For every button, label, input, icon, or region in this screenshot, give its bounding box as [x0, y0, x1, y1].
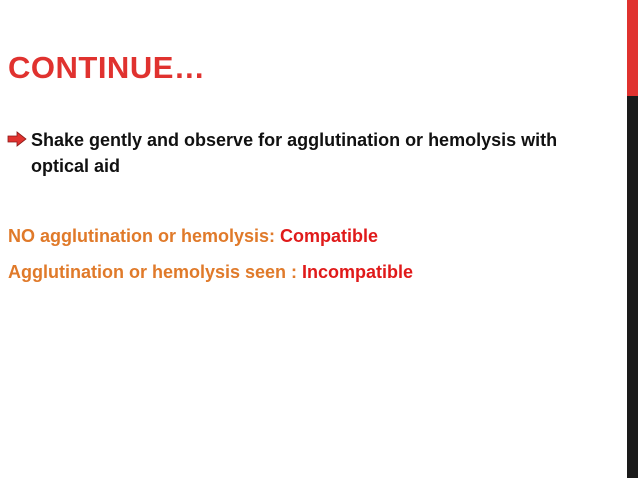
result-label: Agglutination or hemolysis seen :	[8, 262, 303, 282]
accent-edge-bar-red	[627, 0, 638, 96]
bullet-text: Shake gently and observe for agglutination or hemolysis with optical aid	[31, 130, 558, 176]
result-line-incompatible	[8, 262, 413, 283]
result-outcome: Incompatible	[302, 262, 414, 282]
result-outcome: Compatible	[280, 226, 379, 246]
result-line-compatible	[8, 226, 378, 247]
accent-edge-bar-dark	[627, 96, 638, 478]
bullet-item	[7, 127, 607, 179]
result-label: NO agglutination or hemolysis:	[8, 226, 281, 246]
arrow-right-icon	[7, 131, 27, 147]
slide-title: CONTINUE…	[8, 50, 206, 85]
